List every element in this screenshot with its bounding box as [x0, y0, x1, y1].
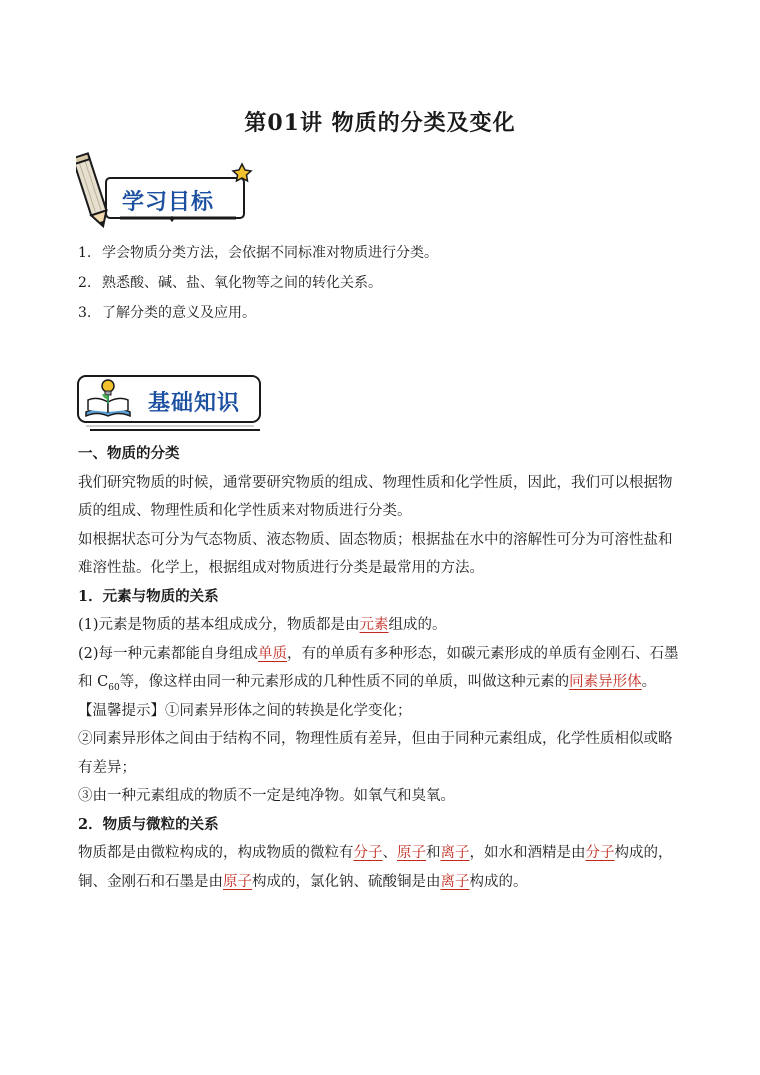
- tip: 【温馨提示】①同素异形体之间的转换是化学变化；: [78, 702, 412, 719]
- goals-badge-label: 学习目标: [122, 190, 215, 215]
- list-item: 1. 学会物质分类方法，会依据不同标准对物质进行分类。: [78, 245, 438, 261]
- tip: ③由一种元素组成的物质不一定是纯净物。如氧气和臭氧。: [78, 788, 455, 804]
- list-item: 2. 熟悉酸、碱、盐、氧化物等之间的转化关系。: [78, 275, 382, 291]
- answer-blank: 分子: [585, 845, 615, 861]
- page-title: 第01讲 物质的分类及变化: [244, 110, 516, 136]
- answer-blank: 单质: [258, 645, 288, 662]
- answer-blank: 离子: [440, 873, 470, 890]
- answer-blank: 同素异形体: [569, 674, 642, 690]
- paragraph: 我们研究物质的时候，通常要研究物质的组成、物理性质和化学性质，因此，我们可以根据物质的组成、物理性质和化学性质来对物质进行分类。: [78, 474, 673, 519]
- paragraph: (2)每一种元素都能自身组成单质，有的单质有多种形态，如碳元素形成的单质有金刚石、石墨和 $C_{60}$等，像这样由同一种元素形成的几种性质不同的单质，叫做这种元素的同素异形体。: [78, 645, 679, 693]
- paragraph: 物质都是由微粒构成的，构成物质的微粒有分子、原子和离子，如水和酒精是由分子构成的，铜、金刚石和石墨是由原子构成的，氯化钠、硫酸铜是由离子构成的。: [78, 845, 673, 890]
- tip: ②同素异形体之间由于结构不同，物理性质有差异，但由于同种元素组成，化学性质相似或略有差异；: [78, 731, 673, 776]
- main-content: [78, 440, 684, 896]
- list-item: 3. 了解分类的意义及应用。: [78, 305, 256, 321]
- goals-list: [78, 246, 438, 336]
- answer-blank: 分子: [353, 845, 383, 861]
- goals-badge: [76, 152, 256, 232]
- answer-blank: 原子: [397, 845, 426, 861]
- paragraph: 如根据状态可分为气态物质、液态物质、固态物质；根据盐在水中的溶解性可分为可溶性盐和难溶性盐。化学上，根据组成对物质进行分类是最常用的方法。: [78, 531, 673, 576]
- answer-blank: 原子: [223, 873, 252, 890]
- paragraph: (1)元素是物质的基本组成成分，物质都是由元素组成的。: [78, 617, 447, 633]
- subsection-heading: 2．物质与微粒的关系: [78, 815, 219, 833]
- basics-badge-label: 基础知识: [148, 391, 241, 416]
- answer-blank: 元素: [359, 617, 389, 633]
- answer-blank: 离子: [440, 845, 470, 861]
- subsection-heading: 1．元素与物质的关系: [78, 587, 219, 605]
- section-heading: 一、物质的分类: [78, 445, 180, 462]
- basics-badge: [76, 372, 266, 434]
